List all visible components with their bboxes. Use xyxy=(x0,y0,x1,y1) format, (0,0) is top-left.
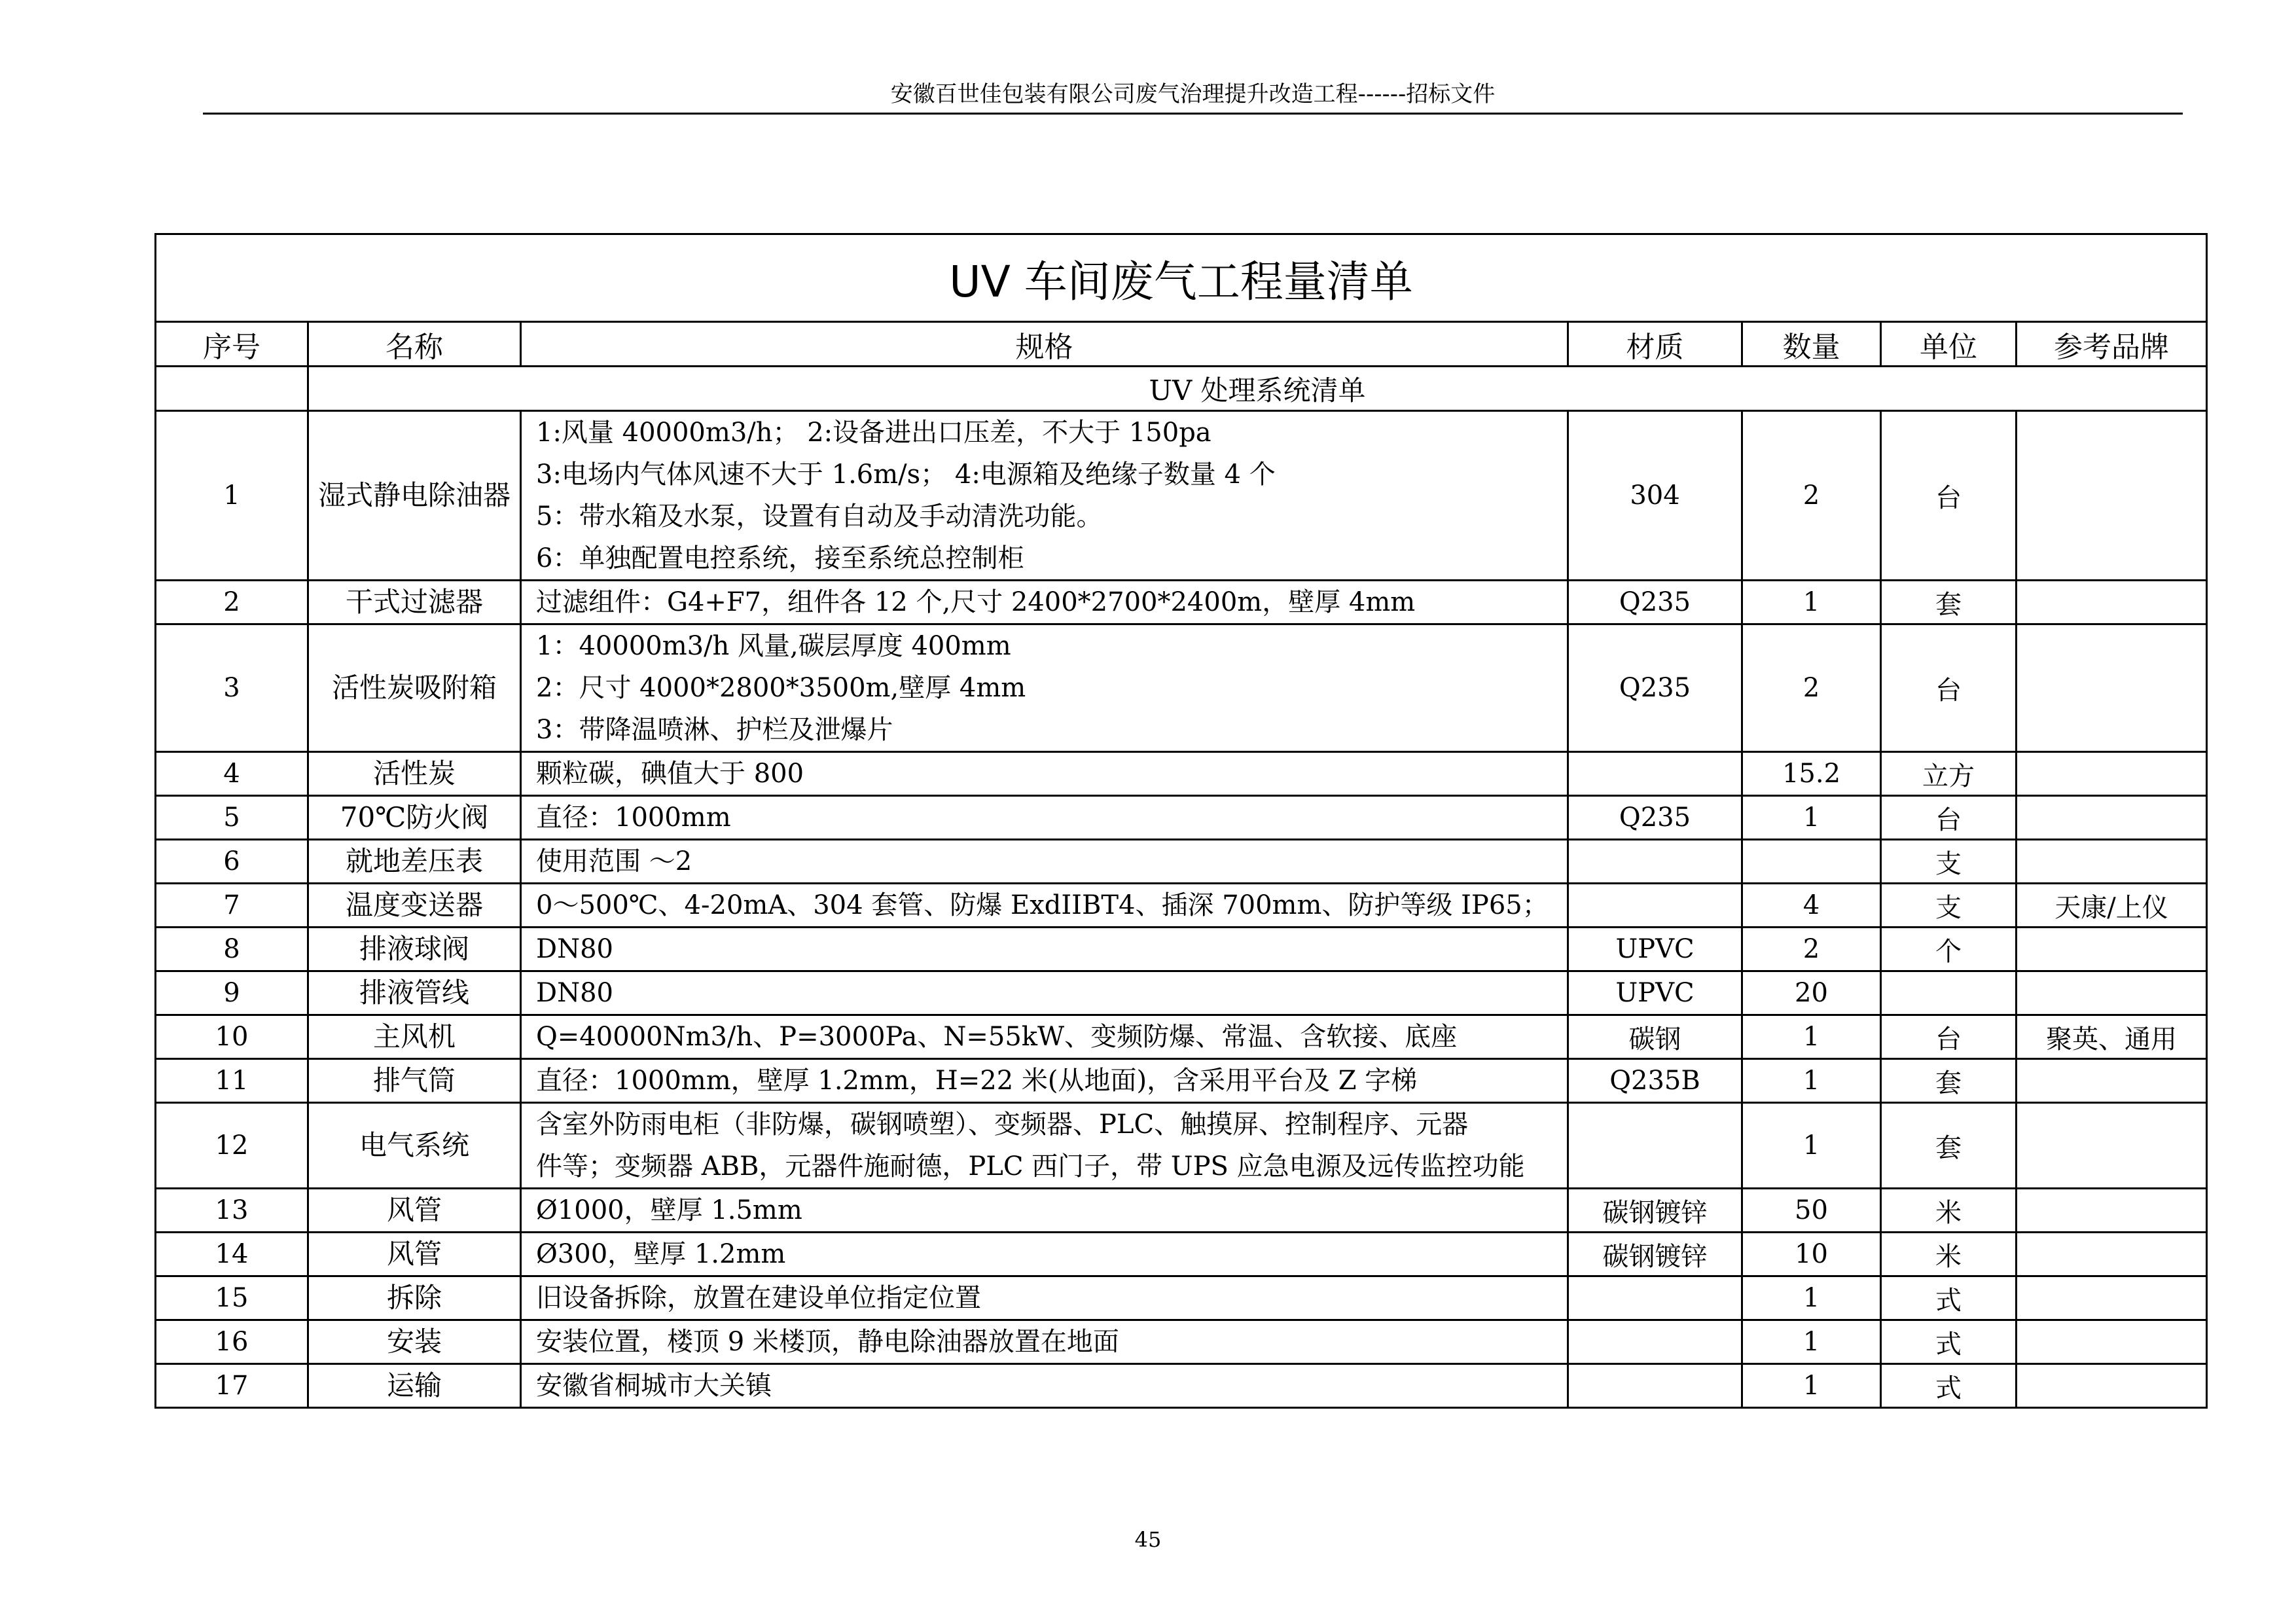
cell-brand xyxy=(2017,1233,2207,1276)
cell-spec xyxy=(521,796,1568,840)
cell-spec xyxy=(521,624,1568,752)
spec-line: DN80 xyxy=(536,978,613,1008)
spec-line: Q=40000Nm3/h、P=3000Pa、N=55kW、变频防爆、常温、含软接、底座 xyxy=(536,1022,1458,1052)
cell-material xyxy=(1568,752,1742,796)
table-row xyxy=(156,796,2207,840)
cell-unit: 个 xyxy=(1881,928,2017,971)
column-header-spec: 规格 xyxy=(521,322,1568,367)
cell-unit: 立方 xyxy=(1881,752,2017,796)
cell-name: 拆除 xyxy=(308,1276,521,1320)
section-row xyxy=(156,367,2207,411)
cell-name: 70℃防火阀 xyxy=(308,796,521,840)
cell-spec xyxy=(521,1364,1568,1408)
cell-brand xyxy=(2017,971,2207,1015)
cell-material xyxy=(1568,840,1742,884)
cell-brand xyxy=(2017,581,2207,624)
cell-unit: 式 xyxy=(1881,1276,2017,1320)
spec-line: 1:风量 40000m3/h； 2:设备进出口压差，不大于 150pa xyxy=(536,418,1211,448)
cell-spec xyxy=(521,1276,1568,1320)
cell-brand xyxy=(2017,928,2207,971)
cell-no: 2 xyxy=(156,581,308,624)
cell-unit: 米 xyxy=(1881,1189,2017,1233)
spec-line: 含室外防雨电柜（非防爆，碳钢喷塑）、变频器、PLC、触摸屏、控制程序、元器 xyxy=(536,1110,1469,1140)
cell-unit: 支 xyxy=(1881,884,2017,928)
cell-quantity: 15.2 xyxy=(1742,752,1881,796)
table-row xyxy=(156,840,2207,884)
section-blank-cell xyxy=(156,367,308,411)
cell-spec xyxy=(521,840,1568,884)
column-header-quantity: 数量 xyxy=(1742,322,1881,367)
spec-line: 5：带水箱及水泵，设置有自动及手动清洗功能。 xyxy=(536,501,1103,532)
cell-name: 电气系统 xyxy=(308,1103,521,1189)
cell-spec xyxy=(521,1015,1568,1059)
cell-no: 6 xyxy=(156,840,308,884)
cell-unit: 台 xyxy=(1881,624,2017,752)
cell-material: Q235 xyxy=(1568,581,1742,624)
cell-brand xyxy=(2017,1059,2207,1103)
cell-name: 温度变送器 xyxy=(308,884,521,928)
cell-no: 11 xyxy=(156,1059,308,1103)
cell-name: 排液管线 xyxy=(308,971,521,1015)
spec-line: 安装位置，楼顶 9 米楼顶，静电除油器放置在地面 xyxy=(536,1327,1119,1357)
column-header-no: 序号 xyxy=(156,322,308,367)
cell-unit: 台 xyxy=(1881,796,2017,840)
cell-quantity: 20 xyxy=(1742,971,1881,1015)
cell-material: UPVC xyxy=(1568,971,1742,1015)
bill-of-quantities-table xyxy=(154,233,2208,1409)
cell-name: 运输 xyxy=(308,1364,521,1408)
table-row xyxy=(156,1276,2207,1320)
cell-spec xyxy=(521,752,1568,796)
table-row xyxy=(156,411,2207,581)
cell-quantity: 1 xyxy=(1742,1320,1881,1364)
cell-material xyxy=(1568,1364,1742,1408)
cell-material xyxy=(1568,1276,1742,1320)
cell-unit: 式 xyxy=(1881,1364,2017,1408)
cell-no: 4 xyxy=(156,752,308,796)
cell-material xyxy=(1568,1320,1742,1364)
table-row xyxy=(156,1015,2207,1059)
cell-material: Q235B xyxy=(1568,1059,1742,1103)
cell-spec xyxy=(521,1059,1568,1103)
cell-unit: 台 xyxy=(1881,1015,2017,1059)
cell-spec xyxy=(521,928,1568,971)
cell-brand xyxy=(2017,1103,2207,1189)
column-header-material: 材质 xyxy=(1568,322,1742,367)
cell-quantity: 4 xyxy=(1742,884,1881,928)
spec-line: Ø300，壁厚 1.2mm xyxy=(536,1239,786,1269)
cell-name: 主风机 xyxy=(308,1015,521,1059)
table-row xyxy=(156,971,2207,1015)
cell-quantity: 10 xyxy=(1742,1233,1881,1276)
cell-material: 碳钢镀锌 xyxy=(1568,1233,1742,1276)
cell-unit: 米 xyxy=(1881,1233,2017,1276)
cell-name: 排液球阀 xyxy=(308,928,521,971)
cell-no: 3 xyxy=(156,624,308,752)
cell-brand xyxy=(2017,752,2207,796)
cell-brand xyxy=(2017,1364,2207,1408)
cell-quantity: 2 xyxy=(1742,411,1881,581)
cell-no: 1 xyxy=(156,411,308,581)
cell-unit: 套 xyxy=(1881,1059,2017,1103)
column-header-brand: 参考品牌 xyxy=(2017,322,2207,367)
cell-no: 5 xyxy=(156,796,308,840)
spec-line: 0～500℃、4-20mA、304 套管、防爆 ExdIIBT4、插深 700mm、防护等级 IP65； xyxy=(536,890,1549,920)
cell-brand xyxy=(2017,1189,2207,1233)
cell-brand xyxy=(2017,1276,2207,1320)
cell-name: 就地差压表 xyxy=(308,840,521,884)
cell-quantity: 2 xyxy=(1742,624,1881,752)
cell-unit xyxy=(1881,971,2017,1015)
section-title: UV 处理系统清单 xyxy=(308,367,2207,411)
spec-line: 件等；变频器 ABB，元器件施耐德，PLC 西门子，带 UPS 应急电源及远传监控功能 xyxy=(536,1151,1525,1182)
spec-line: 颗粒碳，碘值大于 800 xyxy=(536,759,804,789)
cell-unit: 式 xyxy=(1881,1320,2017,1364)
cell-brand xyxy=(2017,624,2207,752)
table-row xyxy=(156,928,2207,971)
cell-name: 风管 xyxy=(308,1189,521,1233)
table-row xyxy=(156,1103,2207,1189)
cell-brand xyxy=(2017,1320,2207,1364)
cell-spec xyxy=(521,884,1568,928)
cell-material xyxy=(1568,1103,1742,1189)
cell-spec xyxy=(521,1189,1568,1233)
spec-line: DN80 xyxy=(536,934,613,964)
cell-quantity: 50 xyxy=(1742,1189,1881,1233)
cell-no: 12 xyxy=(156,1103,308,1189)
cell-name: 安装 xyxy=(308,1320,521,1364)
cell-spec xyxy=(521,411,1568,581)
cell-material: Q235 xyxy=(1568,796,1742,840)
cell-name: 活性炭吸附箱 xyxy=(308,624,521,752)
cell-no: 16 xyxy=(156,1320,308,1364)
cell-quantity: 1 xyxy=(1742,1276,1881,1320)
cell-name: 活性炭 xyxy=(308,752,521,796)
cell-brand xyxy=(2017,840,2207,884)
cell-brand: 天康/上仪 xyxy=(2017,884,2207,928)
table-row xyxy=(156,884,2207,928)
table-title: UV 车间废气工程量清单 xyxy=(156,234,2207,322)
spec-line: 安徽省桐城市大关镇 xyxy=(536,1371,772,1401)
table-body xyxy=(156,234,2207,1408)
cell-quantity: 1 xyxy=(1742,1364,1881,1408)
cell-unit: 套 xyxy=(1881,1103,2017,1189)
spec-line: 过滤组件：G4+F7，组件各 12 个,尺寸 2400*2700*2400m，壁厚 4mm xyxy=(536,587,1416,617)
cell-no: 17 xyxy=(156,1364,308,1408)
cell-quantity: 1 xyxy=(1742,581,1881,624)
page-number: 45 xyxy=(1134,1527,1162,1552)
cell-name: 湿式静电除油器 xyxy=(308,411,521,581)
cell-spec xyxy=(521,581,1568,624)
header-rule xyxy=(203,113,2183,115)
cell-material: 碳钢 xyxy=(1568,1015,1742,1059)
cell-quantity: 1 xyxy=(1742,1103,1881,1189)
spec-line: 1：40000m3/h 风量,碳层厚度 400mm xyxy=(536,631,1011,661)
table-row xyxy=(156,1059,2207,1103)
column-header-name: 名称 xyxy=(308,322,521,367)
cell-brand xyxy=(2017,411,2207,581)
cell-name: 排气筒 xyxy=(308,1059,521,1103)
cell-material: Q235 xyxy=(1568,624,1742,752)
cell-unit: 套 xyxy=(1881,581,2017,624)
cell-no: 9 xyxy=(156,971,308,1015)
cell-brand: 聚英、通用 xyxy=(2017,1015,2207,1059)
cell-quantity: 2 xyxy=(1742,928,1881,971)
spec-line: 使用范围 ～2 xyxy=(536,846,692,876)
cell-quantity: 1 xyxy=(1742,796,1881,840)
cell-quantity: 1 xyxy=(1742,1015,1881,1059)
cell-spec xyxy=(521,1103,1568,1189)
cell-unit: 台 xyxy=(1881,411,2017,581)
spec-line: Ø1000，壁厚 1.5mm xyxy=(536,1195,802,1225)
column-header-unit: 单位 xyxy=(1881,322,2017,367)
cell-quantity xyxy=(1742,840,1881,884)
table-row xyxy=(156,1233,2207,1276)
cell-no: 10 xyxy=(156,1015,308,1059)
table-row xyxy=(156,581,2207,624)
cell-material xyxy=(1568,884,1742,928)
page-header: 安徽百世佳包装有限公司废气治理提升改造工程------招标文件 xyxy=(890,81,1496,107)
cell-no: 14 xyxy=(156,1233,308,1276)
cell-no: 7 xyxy=(156,884,308,928)
table-row xyxy=(156,1364,2207,1408)
cell-no: 8 xyxy=(156,928,308,971)
cell-no: 13 xyxy=(156,1189,308,1233)
spec-line: 直径：1000mm，壁厚 1.2mm，H=22 米(从地面)，含采用平台及 Z 字梯 xyxy=(536,1066,1418,1096)
spec-line: 3:电场内气体风速不大于 1.6m/s； 4:电源箱及绝缘子数量 4 个 xyxy=(536,460,1276,490)
spec-line: 2：尺寸 4000*2800*3500m,壁厚 4mm xyxy=(536,673,1026,703)
spec-line: 旧设备拆除，放置在建设单位指定位置 xyxy=(536,1283,981,1313)
table-row xyxy=(156,624,2207,752)
cell-spec xyxy=(521,1320,1568,1364)
table-row xyxy=(156,1189,2207,1233)
header-row xyxy=(156,322,2207,367)
cell-unit: 支 xyxy=(1881,840,2017,884)
table-row xyxy=(156,752,2207,796)
spec-line: 3：带降温喷淋、护栏及泄爆片 xyxy=(536,715,893,745)
title-row xyxy=(156,234,2207,322)
cell-no: 15 xyxy=(156,1276,308,1320)
cell-spec xyxy=(521,971,1568,1015)
table-row xyxy=(156,1320,2207,1364)
spec-line: 6：单独配置电控系统，接至系统总控制柜 xyxy=(536,543,1024,573)
cell-name: 干式过滤器 xyxy=(308,581,521,624)
cell-material: 304 xyxy=(1568,411,1742,581)
cell-brand xyxy=(2017,796,2207,840)
cell-name: 风管 xyxy=(308,1233,521,1276)
spec-line: 直径：1000mm xyxy=(536,803,731,833)
cell-quantity: 1 xyxy=(1742,1059,1881,1103)
cell-spec xyxy=(521,1233,1568,1276)
cell-material: 碳钢镀锌 xyxy=(1568,1189,1742,1233)
cell-material: UPVC xyxy=(1568,928,1742,971)
